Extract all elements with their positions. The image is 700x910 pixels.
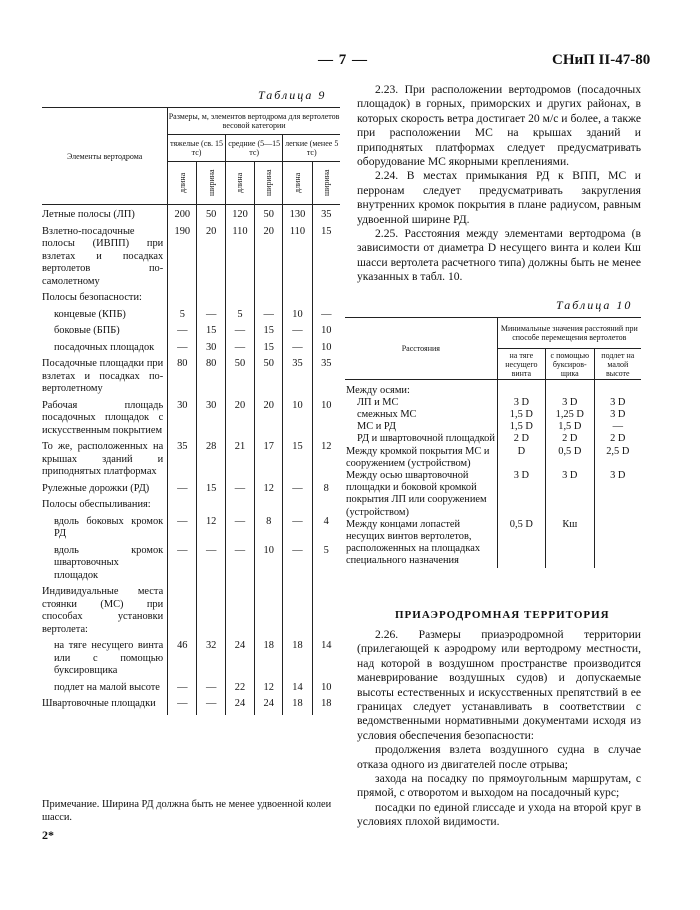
t9-cell [255, 586, 283, 640]
t9-cell: 18 [283, 640, 312, 682]
t9-cell: 10 [283, 309, 312, 326]
t9-cell: 10 [312, 342, 340, 359]
t10-cell: 1,5 D [497, 409, 545, 421]
t9-cell: 120 [225, 209, 254, 226]
t9-row-label: боковые (БПБ) [54, 325, 120, 336]
t9-cat-heavy: тяжелые (св. 15 тс) [168, 135, 226, 162]
t9-row [42, 292, 340, 309]
t9-cell: 80 [168, 358, 197, 400]
t10-row-label: смежных МС [357, 408, 417, 420]
t9-row [42, 209, 340, 226]
t9-cell: 30 [197, 342, 226, 359]
t9-cell [225, 499, 254, 516]
t10-method-tug: с помощью буксировщика [546, 349, 595, 380]
t10-cell: 1,5 D [497, 421, 545, 433]
t9-cell: 18 [312, 698, 340, 715]
t9-sub-width: ширина [321, 169, 331, 197]
para-takeoff: продолжения взлета воздушного судна в случае отказа одного из двигателей после отрыва; [357, 743, 641, 771]
t9-cell [312, 499, 340, 516]
t10-cell: D [497, 446, 545, 470]
t9-cell: 21 [225, 441, 254, 483]
section-title: ПРИАЭРОДРОМНАЯ ТЕРРИТОРИЯ [395, 609, 610, 621]
t9-cell: 80 [197, 358, 226, 400]
t9-cell: 10 [312, 682, 340, 699]
t9-cell: 50 [255, 209, 283, 226]
t10-cell: 3 D [594, 470, 641, 519]
t10-cell [594, 385, 641, 397]
t10-row-label: Между осью швартовочной площадки и боковой кромкой покрытия ЛП или сооружением (устройством) [346, 469, 487, 518]
t9-row-label: концевые (КПБ) [54, 308, 126, 320]
para-2-25: 2.25. Расстояния между элементами вертодрома (в зависимости от диаметра D несущего винта и колеи Кш шасси вертолета расчетного типа) должны быть не менее указанных в табл. 10. [357, 227, 641, 284]
t9-cell [225, 586, 254, 640]
t9-cell: 18 [255, 640, 283, 682]
t9-cell: 28 [197, 441, 226, 483]
t9-cell: 10 [255, 545, 283, 587]
t9-cell: — [168, 325, 197, 342]
t9-cell: 10 [312, 400, 340, 442]
t9-cell: 12 [312, 441, 340, 483]
t9-cell: — [168, 545, 197, 587]
t10-row [345, 446, 641, 470]
t9-cell: — [168, 516, 197, 545]
t9-cell: 20 [225, 400, 254, 442]
t9-cell [168, 586, 197, 640]
t9-cell: 20 [197, 226, 226, 293]
table-10 [345, 317, 641, 568]
t9-cell: — [168, 698, 197, 715]
t9-row-label: вдоль боковых кромок РД [54, 515, 164, 539]
t9-row-label: Летные полосы (ЛП) [42, 209, 135, 220]
page-number: — 7 — [318, 52, 368, 68]
document-code: СНиП II-47-80 [552, 52, 651, 68]
t9-cell: 20 [255, 226, 283, 293]
t9-row [42, 682, 340, 699]
t9-cell: 22 [225, 682, 254, 699]
t10-body [345, 380, 641, 568]
t9-cell: 24 [225, 640, 254, 682]
t9-cell: 14 [283, 682, 312, 699]
t9-row [42, 545, 340, 587]
para-2-26: 2.26. Размеры приаэродромной территории (прилегающей к аэродрому или вертодрому местности, над которой в воздушном пространстве производится маневрирование воздушных судов) и допускаемые высоты естественных и искусственных препятствий в ее границах следует устанавливать в соответствии с ведомственными нормативными документами исходя из условия обеспечения безопасности: [357, 628, 641, 742]
t9-cell: 5 [225, 309, 254, 326]
t9-row [42, 698, 340, 715]
t10-cell: 2 D [497, 433, 545, 445]
t9-cell: 24 [225, 698, 254, 715]
t10-cell: 3 D [497, 397, 545, 409]
t9-cell: 190 [168, 226, 197, 293]
t9-row-label: Посадочные площадки при взлетах и посадках по-вертолетному [42, 358, 164, 394]
t10-cell: 1,5 D [546, 421, 595, 433]
t9-cell: — [225, 483, 254, 500]
footer-mark: 2* [42, 828, 54, 842]
t9-cell: — [168, 342, 197, 359]
t9-row-label: посадочных площадок [54, 341, 155, 353]
t10-cell [546, 385, 595, 397]
t9-row [42, 586, 340, 640]
t10-row [345, 385, 641, 397]
t9-cell: 200 [168, 209, 197, 226]
t9-cell [197, 292, 226, 309]
t9-row-label: подлет на малой высоте [54, 681, 160, 693]
t9-cell: 8 [312, 483, 340, 500]
t9-row [42, 325, 340, 342]
t10-col-group: Минимальные значения расстояний при способе перемещения вертолетов [497, 318, 641, 349]
t9-cell: 18 [283, 698, 312, 715]
t9-cell [197, 586, 226, 640]
t9-row-label: Швартовочные площадки [42, 698, 156, 709]
t10-row-label: МС и РД [357, 421, 397, 433]
t9-cell: — [225, 342, 254, 359]
t9-col-group: Размеры, м, элементов вертодрома для вертолетов весовой категории [168, 108, 340, 135]
t9-cell: — [283, 342, 312, 359]
t9-sub-length: длина [235, 172, 245, 194]
t9-sub-length: длина [292, 172, 302, 194]
t9-row-label: на тяге несущего винта или с помощью буксировщика [54, 640, 164, 676]
t10-col-dist: Расстояния [345, 318, 497, 380]
t9-cell: 15 [312, 226, 340, 293]
t9-row [42, 640, 340, 682]
t10-cell: 3 D [594, 397, 641, 409]
t9-row [42, 400, 340, 442]
t10-row [345, 519, 641, 568]
t10-cell: 3 D [546, 470, 595, 519]
t9-cell: 10 [283, 400, 312, 442]
t10-row-label: Между кромкой покрытия МС и сооружением (устройством) [346, 445, 490, 469]
t9-cell: — [225, 545, 254, 587]
t9-cell: — [168, 483, 197, 500]
t9-cat-light: легкие (менее 5 тс) [283, 135, 340, 162]
t9-cell: — [283, 516, 312, 545]
t10-cell: 2,5 D [594, 446, 641, 470]
t9-cell: 15 [197, 483, 226, 500]
t9-row [42, 483, 340, 500]
t9-cell [255, 292, 283, 309]
t10-row [345, 470, 641, 519]
t9-row [42, 499, 340, 516]
t9-cell: 35 [168, 441, 197, 483]
t9-cell: 35 [312, 209, 340, 226]
t9-cell: 15 [255, 325, 283, 342]
t9-cell: — [168, 682, 197, 699]
t9-cell: 110 [225, 226, 254, 293]
t9-row-label: То же, расположенных на крышах зданий и приподнятых платформах [42, 441, 164, 477]
t9-cell: 110 [283, 226, 312, 293]
t9-sub-length: длина [177, 172, 187, 194]
t9-cell [283, 499, 312, 516]
t9-cell: 35 [283, 358, 312, 400]
t10-cell [497, 385, 545, 397]
t9-cat-medium: средние (5—15 тс) [225, 135, 283, 162]
t9-row-label: Рулежные дорожки (РД) [42, 482, 150, 494]
t10-cell: 0,5 D [497, 519, 545, 568]
t9-cell: 46 [168, 640, 197, 682]
t10-row-label: Между осями: [346, 384, 410, 396]
para-2-23: 2.23. При расположении вертодромов (посадочных площадок) в горных, приморских и других районах, в которых скорость ветра достигает 20 м/с и более, а также при расположении МС на крышах зданий и приподнятых платформах следует предусматривать оборудование МС якорными креплениями. [357, 83, 641, 169]
para-2-24: 2.24. В местах примыкания РД к ВПП, МС и перронам следует предусматривать закругления внутренних кромок покрытия в плане радиусом, равным удвоенной ширине РД. [357, 169, 641, 226]
t9-cell [255, 499, 283, 516]
t9-row [42, 441, 340, 483]
t9-body [42, 205, 340, 715]
table9-caption: Таблица 9 [258, 88, 327, 102]
t9-cell [283, 292, 312, 309]
t10-row [345, 433, 641, 445]
t9-cell [312, 586, 340, 640]
t10-cell: 3 D [546, 397, 595, 409]
t10-cell: 0,5 D [546, 446, 595, 470]
t10-row [345, 421, 641, 433]
t9-cell: — [255, 309, 283, 326]
t10-row-label: РД и швартовочной площадкой [357, 433, 495, 445]
t9-cell: 17 [255, 441, 283, 483]
t10-cell: Кш [546, 519, 595, 568]
t9-cell: 12 [255, 682, 283, 699]
t9-cell [197, 499, 226, 516]
t9-cell [225, 292, 254, 309]
t9-cell [168, 499, 197, 516]
t9-row-label: Взлетно-посадочные полосы (ИВПП) при взлетах и посадках вертолетов по-самолетному [42, 225, 164, 287]
t9-cell: 5 [312, 545, 340, 587]
t10-cell: — [594, 421, 641, 433]
t9-cell: — [225, 516, 254, 545]
t10-cell: 3 D [594, 409, 641, 421]
table10-caption: Таблица 10 [556, 298, 633, 312]
t9-cell: 12 [197, 516, 226, 545]
t10-row-label: ЛП и МС [357, 396, 399, 408]
table-9 [42, 107, 340, 715]
t10-row [345, 397, 641, 409]
section-paragraphs [357, 628, 641, 830]
t9-cell [283, 586, 312, 640]
t9-cell: 30 [197, 400, 226, 442]
t9-sub-width: ширина [206, 169, 216, 197]
t10-row-label: Между концами лопастей несущих винтов вертолетов, расположенных на площадках специального назначения [346, 518, 481, 567]
t9-cell: 12 [255, 483, 283, 500]
t9-cell: 35 [312, 358, 340, 400]
t9-row [42, 358, 340, 400]
t9-cell: — [283, 325, 312, 342]
right-paragraphs [357, 83, 641, 285]
para-approach: захода на посадку по прямоугольным маршрутам, с прямой, с отворотом и выходом на посадочный курс; [357, 772, 641, 800]
t10-row [345, 409, 641, 421]
t9-cell: 5 [168, 309, 197, 326]
t9-cell: 15 [197, 325, 226, 342]
t10-cell [594, 519, 641, 568]
t9-row [42, 342, 340, 359]
t9-row [42, 309, 340, 326]
t9-col-elements: Элементы вертодрома [42, 108, 168, 205]
t9-cell: 30 [168, 400, 197, 442]
t10-method-lowflight: подлет на малой высоте [594, 349, 641, 380]
t9-row-label: вдоль кромок швартовочных площадок [54, 544, 164, 581]
t10-cell: 3 D [497, 470, 545, 519]
t10-cell: 2 D [594, 433, 641, 445]
t10-cell: 1,25 D [546, 409, 595, 421]
t9-cell: 15 [283, 441, 312, 483]
t9-cell: — [197, 682, 226, 699]
t9-cell: — [225, 325, 254, 342]
para-landing: посадки по единой глиссаде и ухода на второй круг в условиях плохой видимости. [357, 800, 641, 829]
t10-method-rotor: на тяге несущего винта [497, 349, 545, 380]
t9-row [42, 226, 340, 293]
t9-cell: — [197, 545, 226, 587]
table9-note: Примечание. Ширина РД должна быть не менее удвоенной колеи шасси. [42, 799, 332, 823]
t9-cell: 50 [225, 358, 254, 400]
t9-cell [168, 292, 197, 309]
t9-cell: 15 [255, 342, 283, 359]
t9-cell: — [312, 309, 340, 326]
t9-cell: 4 [312, 516, 340, 545]
t9-cell: 20 [255, 400, 283, 442]
t9-cell: 50 [255, 358, 283, 400]
t9-cell: — [283, 483, 312, 500]
t9-cell: — [197, 309, 226, 326]
t9-cell: 130 [283, 209, 312, 226]
t9-row-label: Полосы обеспыливания: [42, 499, 151, 510]
t9-sub-width: ширина [264, 169, 274, 197]
t9-cell: — [283, 545, 312, 587]
t9-cell [312, 292, 340, 309]
t10-cell: 2 D [546, 433, 595, 445]
t9-cell: 14 [312, 640, 340, 682]
t9-cell: 32 [197, 640, 226, 682]
t9-row [42, 516, 340, 545]
t9-row-label: Полосы безопасности: [42, 292, 142, 303]
t9-cell: 10 [312, 325, 340, 342]
t9-cell: 50 [197, 209, 226, 226]
t9-cell: — [197, 698, 226, 715]
t9-row-label: Рабочая площадь посадочных площадок с искусственным покрытием [42, 399, 164, 436]
t9-cell: 24 [255, 698, 283, 715]
t9-cell: 8 [255, 516, 283, 545]
t9-row-label: Индивидуальные места стоянки (МС) при способах установки вертолета: [42, 586, 164, 635]
